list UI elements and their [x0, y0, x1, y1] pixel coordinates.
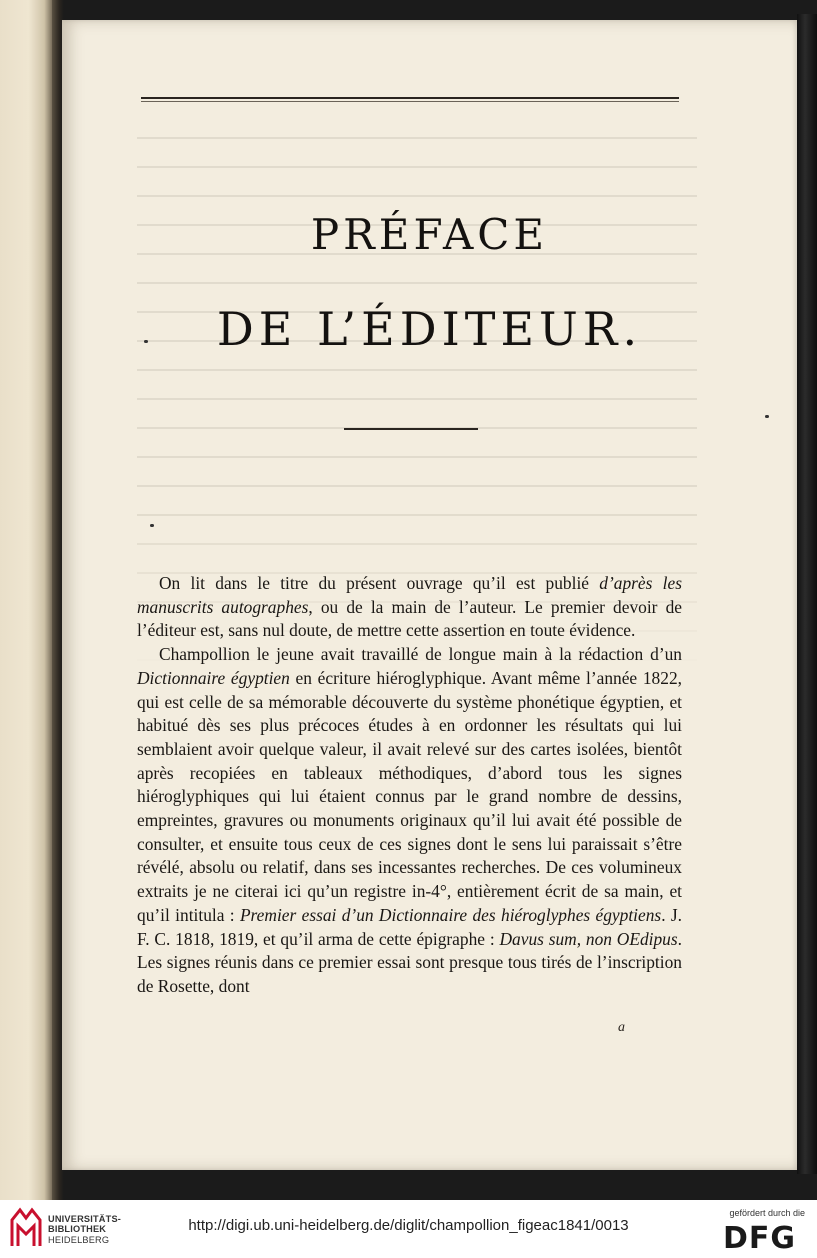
permalink-url[interactable]: http://digi.ub.uni-heidelberg.de/diglit/champollion_figeac1841/0013 — [188, 1217, 629, 1234]
library-name-line-2: BIBLIOTHEK — [48, 1224, 107, 1235]
title-separator-rule — [344, 428, 478, 430]
italic-phrase: d’après les manuscrits autographes — [137, 573, 682, 617]
page-title-line-1: PRÉFACE — [310, 210, 549, 259]
right-page-edge — [797, 14, 817, 1174]
text-run: On lit dans le titre du présent ouvrage qu’il est publié — [159, 573, 600, 593]
text-run: . J. F. C. 1818, 1819, et qu’il arma de cette épigraphe : — [137, 904, 682, 949]
library-name-line-1: UNIVERSITÄTS- — [48, 1214, 122, 1224]
header-rule — [141, 97, 679, 99]
signature-mark: a — [618, 1020, 625, 1035]
body-text — [137, 572, 682, 999]
italic-phrase: Premier essai d’un Dictionnaire des hiéroglyphes égyptiens — [239, 904, 662, 925]
header-rule-thin — [141, 101, 679, 102]
text-run: . Les signes réunis dans ce premier essai sont presque tous tirés de l’inscription de Rosette, dont — [137, 928, 682, 996]
library-name-line-3: HEIDELBERG — [48, 1234, 110, 1245]
funding-label: gefördert durch die — [729, 1208, 805, 1218]
dfg-logo-icon[interactable] — [723, 1221, 805, 1251]
text-run: , ou de la main de l’auteur. Le premier devoir de l’éditeur est, sans nul doute, de mettre cette assertion en toute évidence. — [137, 596, 682, 641]
ink-speck — [765, 415, 769, 418]
ink-speck — [150, 524, 154, 527]
ink-speck — [144, 340, 148, 343]
page-title-line-2: DE L’ÉDITEUR. — [216, 302, 643, 356]
body-paragraph — [137, 572, 682, 643]
text-run: Champollion le jeune avait travaillé de longue main à la rédaction d’un — [159, 644, 682, 665]
footer-bar — [0, 1200, 817, 1258]
book-page — [62, 20, 797, 1170]
text-run: en écriture hiéroglyphique. Avant même l’année 1822, qui est celle de sa mémorable découverte du système phonétique égyptien, et habitué dès ses plus précoces études à en ordonner les résultats qui lui semblaient avoir quelque valeur, il avait relevé sur des cartes isolées, bientôt après recopiées en tableaux méthodiques, d’abord tous les signes hiéroglyphiques qui lui étaient connus par le grand nombre de dessins, empreintes, gravures ou monuments originaux qu’il lui avait été possible de consulter, et ensuite tous ceux de ces signes dont le sens lui paraissait s’être révélé, absolu ou relatif, dans ses incessantes recherches. De ces volumineux extraits je ne citerai ici qu’un registre in-4°, entièrement écrit de sa main, et qu’il intitula : — [137, 667, 682, 925]
dfg-logo-text: DFG — [723, 1221, 797, 1251]
body-paragraph — [137, 643, 682, 999]
italic-phrase: Dictionnaire égyptien — [137, 667, 290, 688]
italic-phrase: Davus sum, non OEdipus — [499, 928, 678, 949]
left-page-edge — [0, 0, 52, 1200]
